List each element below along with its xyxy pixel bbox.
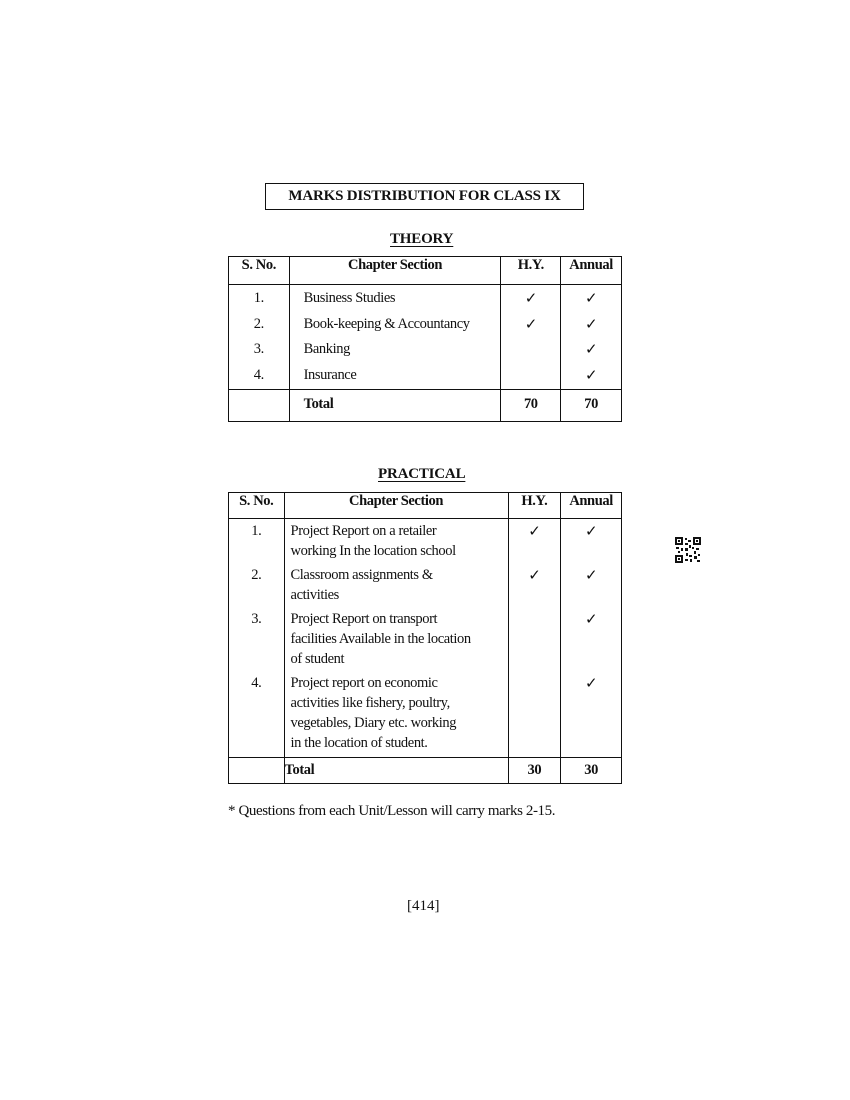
practical-header-row (229, 493, 622, 519)
row-chapter: Book-keeping & Accountancy (289, 313, 501, 339)
total-annual: 70 (561, 390, 622, 422)
chapter-line: vegetables, Diary etc. working (290, 715, 457, 731)
theory-header-hy: H.Y. (501, 257, 561, 285)
check-mark-icon: ✓ (524, 314, 537, 333)
practical-header-chapter: Chapter Section (284, 493, 508, 519)
check-mark-icon: ✓ (585, 566, 598, 584)
check-mark-icon: ✓ (528, 522, 541, 540)
row-hy (501, 338, 561, 364)
theory-header-row (229, 257, 622, 285)
row-annual (561, 285, 622, 313)
row-annual (561, 609, 622, 673)
chapter-line: Project report on economic (290, 675, 438, 691)
check-mark-icon: ✓ (584, 340, 598, 358)
table-row (229, 519, 622, 566)
row-annual (561, 313, 622, 339)
practical-table (228, 492, 622, 784)
row-chapter (284, 609, 508, 673)
table-row (229, 565, 622, 609)
theory-header-annual: Annual (561, 257, 622, 285)
row-annual (561, 338, 622, 364)
practical-header-hy: H.Y. (508, 493, 561, 519)
row-hy (508, 609, 561, 673)
chapter-line: in the location of student. (290, 735, 428, 751)
chapter-line: facilities Available in the location (290, 631, 471, 647)
total-label: Total (284, 758, 508, 784)
chapter-line: of student (290, 651, 345, 667)
row-hy (508, 519, 561, 566)
row-chapter (284, 519, 508, 566)
check-mark-icon: ✓ (585, 674, 598, 692)
row-chapter (284, 673, 508, 758)
check-mark-icon: ✓ (528, 566, 541, 584)
total-hy: 30 (508, 758, 561, 784)
table-row (229, 285, 622, 313)
row-sno: 2. (229, 313, 290, 339)
theory-heading: THEORY (390, 231, 454, 247)
total-row (229, 390, 622, 422)
practical-header-annual: Annual (561, 493, 622, 519)
row-sno: 4. (229, 673, 285, 758)
row-annual (561, 519, 622, 566)
table-row (229, 673, 622, 758)
total-row (229, 758, 622, 784)
check-mark-icon: ✓ (524, 289, 537, 307)
check-mark-icon: ✓ (585, 522, 598, 540)
row-sno: 4. (229, 364, 290, 390)
row-sno: 3. (229, 609, 285, 673)
row-chapter: Insurance (289, 364, 501, 390)
footnote: * Questions from each Unit/Lesson will carry marks 2-15. (228, 803, 556, 819)
total-label: Total (289, 390, 501, 422)
table-row (229, 338, 622, 364)
check-mark-icon: ✓ (584, 314, 598, 333)
theory-body (229, 285, 622, 422)
total-empty-cell (229, 390, 290, 422)
row-sno: 2. (229, 565, 285, 609)
chapter-line: Project Report on a retailer (290, 523, 437, 539)
row-hy (501, 285, 561, 313)
row-sno: 1. (229, 285, 290, 313)
row-sno: 3. (229, 338, 290, 364)
chapter-line: working In the location school (290, 543, 456, 559)
row-annual (561, 565, 622, 609)
chapter-line: activities (290, 587, 339, 603)
row-hy (508, 673, 561, 758)
check-mark-icon: ✓ (584, 365, 598, 384)
practical-heading: PRACTICAL (378, 466, 466, 482)
total-hy: 70 (501, 390, 561, 422)
row-hy (501, 313, 561, 339)
row-sno: 1. (229, 519, 285, 566)
page-title: MARKS DISTRIBUTION FOR CLASS IX (265, 183, 584, 210)
practical-body (229, 519, 622, 784)
chapter-line: Project Report on transport (290, 611, 438, 627)
row-hy (508, 565, 561, 609)
row-chapter (284, 565, 508, 609)
theory-header-sno: S. No. (229, 257, 290, 285)
theory-header-chapter: Chapter Section (289, 257, 501, 285)
total-annual: 30 (561, 758, 622, 784)
chapter-line: Classroom assignments & (290, 567, 433, 583)
table-row (229, 313, 622, 339)
total-empty-cell (229, 758, 285, 784)
chapter-line: activities like fishery, poultry, (290, 695, 450, 711)
row-hy (501, 364, 561, 390)
table-row (229, 364, 622, 390)
row-annual (561, 673, 622, 758)
check-mark-icon: ✓ (584, 289, 598, 307)
theory-table (228, 256, 622, 422)
check-mark-icon: ✓ (585, 610, 598, 628)
row-annual (561, 364, 622, 390)
row-chapter: Business Studies (289, 285, 501, 313)
page-number: [414] (407, 898, 440, 914)
qr-code-icon (675, 537, 701, 563)
table-row (229, 609, 622, 673)
practical-header-sno: S. No. (229, 493, 285, 519)
row-chapter: Banking (289, 338, 501, 364)
